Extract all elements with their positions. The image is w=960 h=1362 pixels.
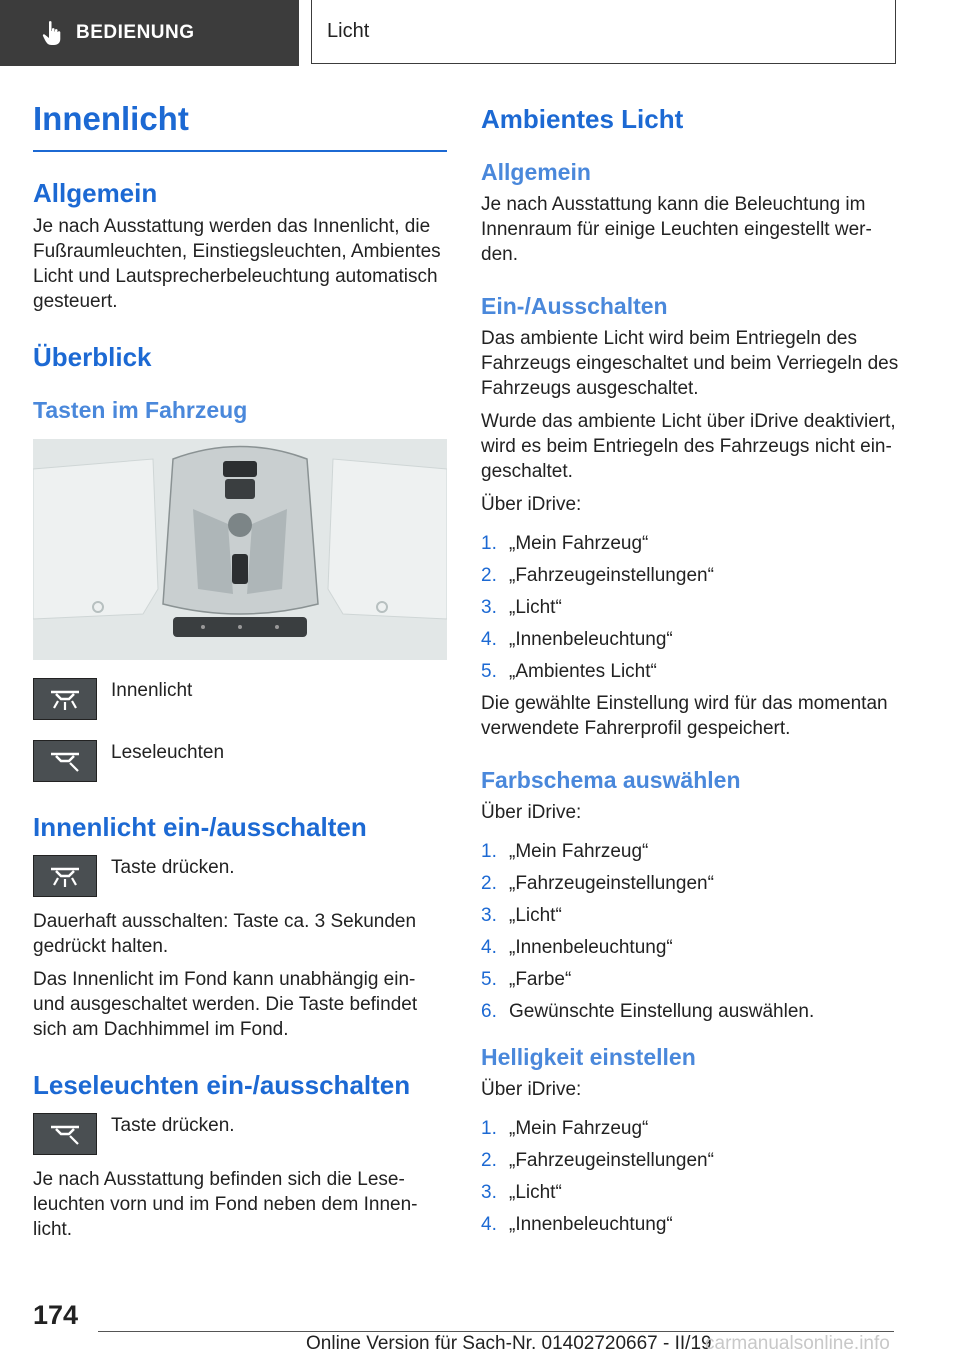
chapter-label: Licht xyxy=(327,20,370,42)
roof-console-photo xyxy=(33,439,447,660)
roof-console-illustration xyxy=(33,439,447,660)
ein-idrive-label: Über iDrive: xyxy=(481,494,582,515)
hell-idrive-label: Über iDrive: xyxy=(481,1079,582,1100)
list-item: 1. „Mein Fahrzeug“ xyxy=(481,533,649,554)
list-item: 2. „Fahrzeugeinstellungen“ xyxy=(481,873,714,894)
list-item: 5. „Farbe“ xyxy=(481,969,572,990)
leseleuchten-press-text: Taste drücken. xyxy=(111,1115,235,1136)
page-title: Innenlicht xyxy=(33,100,447,152)
section-heading-leseleuchten-schalten: Leseleuchten ein-/ausschalten xyxy=(33,1070,411,1100)
hand-pointer-icon xyxy=(42,20,62,46)
watermark: carmanualsonline.info xyxy=(705,1333,890,1354)
innenlicht-paragraph-1: Dauerhaft ausschalten: Taste ca. 3 Sekunden gedrückt halten. xyxy=(33,911,417,957)
innenlicht-press-row xyxy=(33,855,447,897)
subheading-ein-ausschalten: Ein-/Ausschalten xyxy=(481,293,668,319)
legend-label-leseleuchten: Leseleuchten xyxy=(111,742,225,763)
list-item: 6. Gewünschte Einstellung auswählen. xyxy=(481,1001,815,1022)
ein-paragraph-2: Wurde das ambiente Licht über iDrive deaktiviert, wird es beim Entriegeln des Fahrzeugs nicht ein- geschaltet. xyxy=(481,411,896,482)
chapter-tab xyxy=(311,0,896,64)
section-tab xyxy=(0,0,299,66)
leseleuchten-paragraph-1: Je nach Ausstattung befinden sich die Lese- leuchten vorn und im Fond neben dem Innen- licht. xyxy=(33,1169,418,1240)
list-item: 4. „Innenbeleuchtung“ xyxy=(481,629,673,650)
reading-light-icon xyxy=(33,740,97,782)
list-item: 2. „Fahrzeugeinstellungen“ xyxy=(481,565,714,586)
interior-light-icon xyxy=(33,678,97,720)
subheading-farbschema: Farbschema auswählen xyxy=(481,767,741,793)
ein-paragraph-1: Das ambiente Licht wird beim Entriegeln des Fahrzeugs eingeschaltet und beim Verriegeln des Fahrzeugs ausgeschaltet. xyxy=(481,328,899,399)
list-item: 3. „Licht“ xyxy=(481,1182,562,1203)
legend-row-innenlicht xyxy=(33,678,447,720)
page-number: 174 xyxy=(33,1300,79,1330)
page-header xyxy=(0,0,960,66)
section-label: BEDIENUNG xyxy=(76,22,195,43)
footer-version-text: Online Version für Sach-Nr. 01402720667 - II/19 xyxy=(306,1333,712,1354)
subheading-helligkeit: Helligkeit einstellen xyxy=(481,1044,696,1070)
allgemein-paragraph: Je nach Ausstattung werden das Innenlicht, die Fußraumleuchten, Einstiegsleuchten, Ambientes Licht und Lautsprecherbeleuchtung automatisch gesteuert. xyxy=(33,216,441,312)
ambient-allgemein-paragraph: Je nach Ausstattung kann die Beleuchtung im Innenraum für einige Leuchten eingestellt wer- den. xyxy=(481,194,872,265)
list-item: 3. „Licht“ xyxy=(481,597,562,618)
section-heading-innenlicht-schalten: Innenlicht ein-/ausschalten xyxy=(33,812,367,842)
list-item: 5. „Ambientes Licht“ xyxy=(481,661,657,682)
subheading-tasten: Tasten im Fahrzeug xyxy=(33,397,248,423)
list-item: 1. „Mein Fahrzeug“ xyxy=(481,1118,649,1139)
reading-light-icon xyxy=(33,1113,97,1155)
hell-steps-list xyxy=(481,1116,901,1237)
interior-light-icon xyxy=(33,855,97,897)
subheading-allgemein: Allgemein xyxy=(481,159,591,185)
list-item: 2. „Fahrzeugeinstellungen“ xyxy=(481,1150,714,1171)
section-heading-ueberblick: Überblick xyxy=(33,342,152,372)
farb-steps-list xyxy=(481,839,901,1024)
innenlicht-press-text: Taste drücken. xyxy=(111,857,235,878)
left-column xyxy=(33,100,447,1242)
list-item: 4. „Innenbeleuchtung“ xyxy=(481,1214,673,1235)
footer-divider xyxy=(98,1331,894,1332)
leseleuchten-press-row xyxy=(33,1113,447,1155)
legend-label-innenlicht: Innenlicht xyxy=(111,680,193,701)
right-column xyxy=(481,104,901,1244)
section-heading-allgemein: Allgemein xyxy=(33,178,158,208)
innenlicht-paragraph-2: Das Innenlicht im Fond kann unabhängig ein- und ausgeschaltet werden. Die Taste befindet sich am Dachhimmel im Fond. xyxy=(33,969,418,1040)
ein-steps-list xyxy=(481,531,901,684)
list-item: 3. „Licht“ xyxy=(481,905,562,926)
ein-after-paragraph: Die gewählte Einstellung wird für das momentan verwendete Fahrerprofil gespeichert. xyxy=(481,693,888,739)
list-item: 1. „Mein Fahrzeug“ xyxy=(481,841,649,862)
legend-row-leseleuchten xyxy=(33,740,447,782)
list-item: 4. „Innenbeleuchtung“ xyxy=(481,937,673,958)
section-heading-ambientes-licht: Ambientes Licht xyxy=(481,104,684,134)
farb-idrive-label: Über iDrive: xyxy=(481,802,582,823)
